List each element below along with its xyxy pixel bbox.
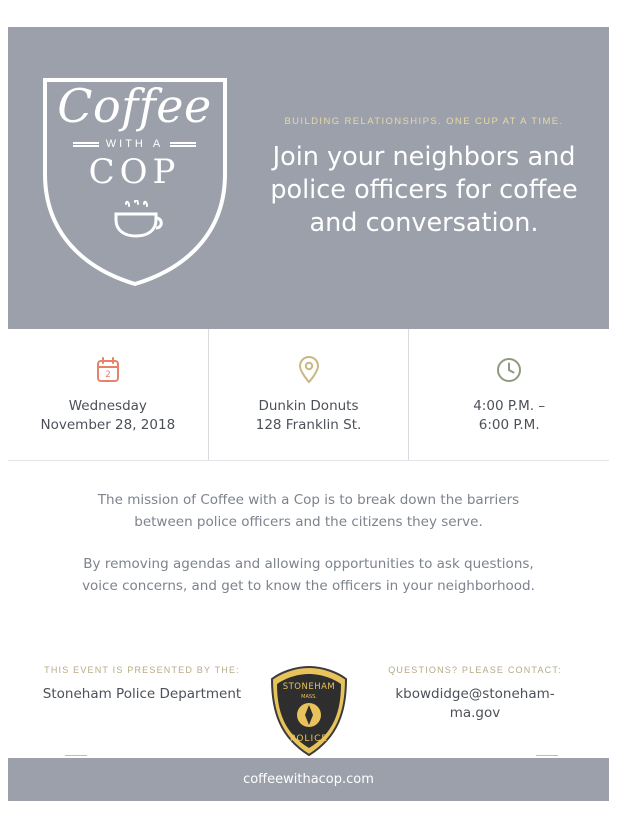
svg-text:STONEHAM: STONEHAM: [282, 682, 335, 692]
clock-icon: [496, 355, 522, 385]
svg-text:2: 2: [104, 369, 111, 380]
contact-block: [375, 665, 575, 723]
hero-copy: [253, 116, 609, 240]
event-location: [208, 329, 409, 460]
svg-text:MASS.: MASS.: [300, 694, 317, 700]
calendar-icon: [96, 355, 120, 385]
crop-mark-left: [65, 755, 87, 756]
logo-rule-left: [73, 142, 99, 147]
shield-outline: [35, 64, 235, 292]
credits-row: [8, 641, 609, 758]
logo-text-group: [35, 64, 235, 292]
event-location-line1: Dunkin Donuts: [258, 397, 359, 414]
footer-website[interactable]: coffeewithacop.com: [243, 772, 374, 787]
coffee-with-a-cop-logo: [8, 64, 253, 292]
event-time: [408, 329, 609, 460]
police-badge: [259, 665, 359, 757]
mission-paragraph-2: By removing agendas and allowing opportunities to ask questions, voice concerns, and get to know the officers in your neighborhood.: [82, 556, 535, 594]
logo-rule-right: [170, 142, 196, 147]
logo-word-with: WITH: [105, 138, 146, 150]
contact-label: QUESTIONS? PLEASE CONTACT:: [388, 665, 562, 675]
event-details-row: [8, 329, 609, 460]
event-date: [8, 329, 208, 460]
hero-kicker: BUILDING RELATIONSHIPS. ONE CUP AT A TIME.: [284, 116, 564, 127]
logo-word-cop: COP: [88, 152, 181, 192]
crop-mark-right: [536, 755, 558, 756]
presented-by-block: [42, 665, 242, 704]
coffee-cup-icon: [104, 200, 166, 240]
event-date-text: [41, 397, 176, 435]
event-time-line1: 4:00 P.M. –: [473, 397, 546, 414]
contact-email[interactable]: kbowdidge@stoneham-ma.gov: [395, 686, 555, 721]
logo-word-a: A: [152, 138, 164, 150]
event-location-line2: 128 Franklin St.: [255, 416, 362, 433]
presented-by-value: Stoneham Police Department: [42, 686, 242, 702]
mission-paragraph-1: The mission of Coffee with a Cop is to break down the barriers between police officers and the citizens they serve.: [97, 492, 520, 530]
map-pin-icon: [297, 355, 321, 385]
event-time-line2: 6:00 P.M.: [478, 416, 540, 433]
hero-section: [8, 27, 609, 329]
logo-word-coffee: Coffee: [57, 79, 212, 133]
mission-statement: [8, 460, 609, 641]
event-date-line2: November 28, 2018: [40, 416, 176, 433]
hero-headline: Join your neighbors and police officers for coffee and conversation.: [270, 142, 578, 238]
event-location-text: [256, 397, 362, 435]
svg-text:POLICE: POLICE: [289, 734, 328, 744]
event-time-text: [473, 397, 545, 435]
presented-by-label: THIS EVENT IS PRESENTED BY THE:: [44, 665, 240, 675]
event-date-line1: Wednesday: [68, 397, 147, 414]
logo-word-with-a: [73, 138, 196, 150]
footer-bar: [8, 758, 609, 801]
